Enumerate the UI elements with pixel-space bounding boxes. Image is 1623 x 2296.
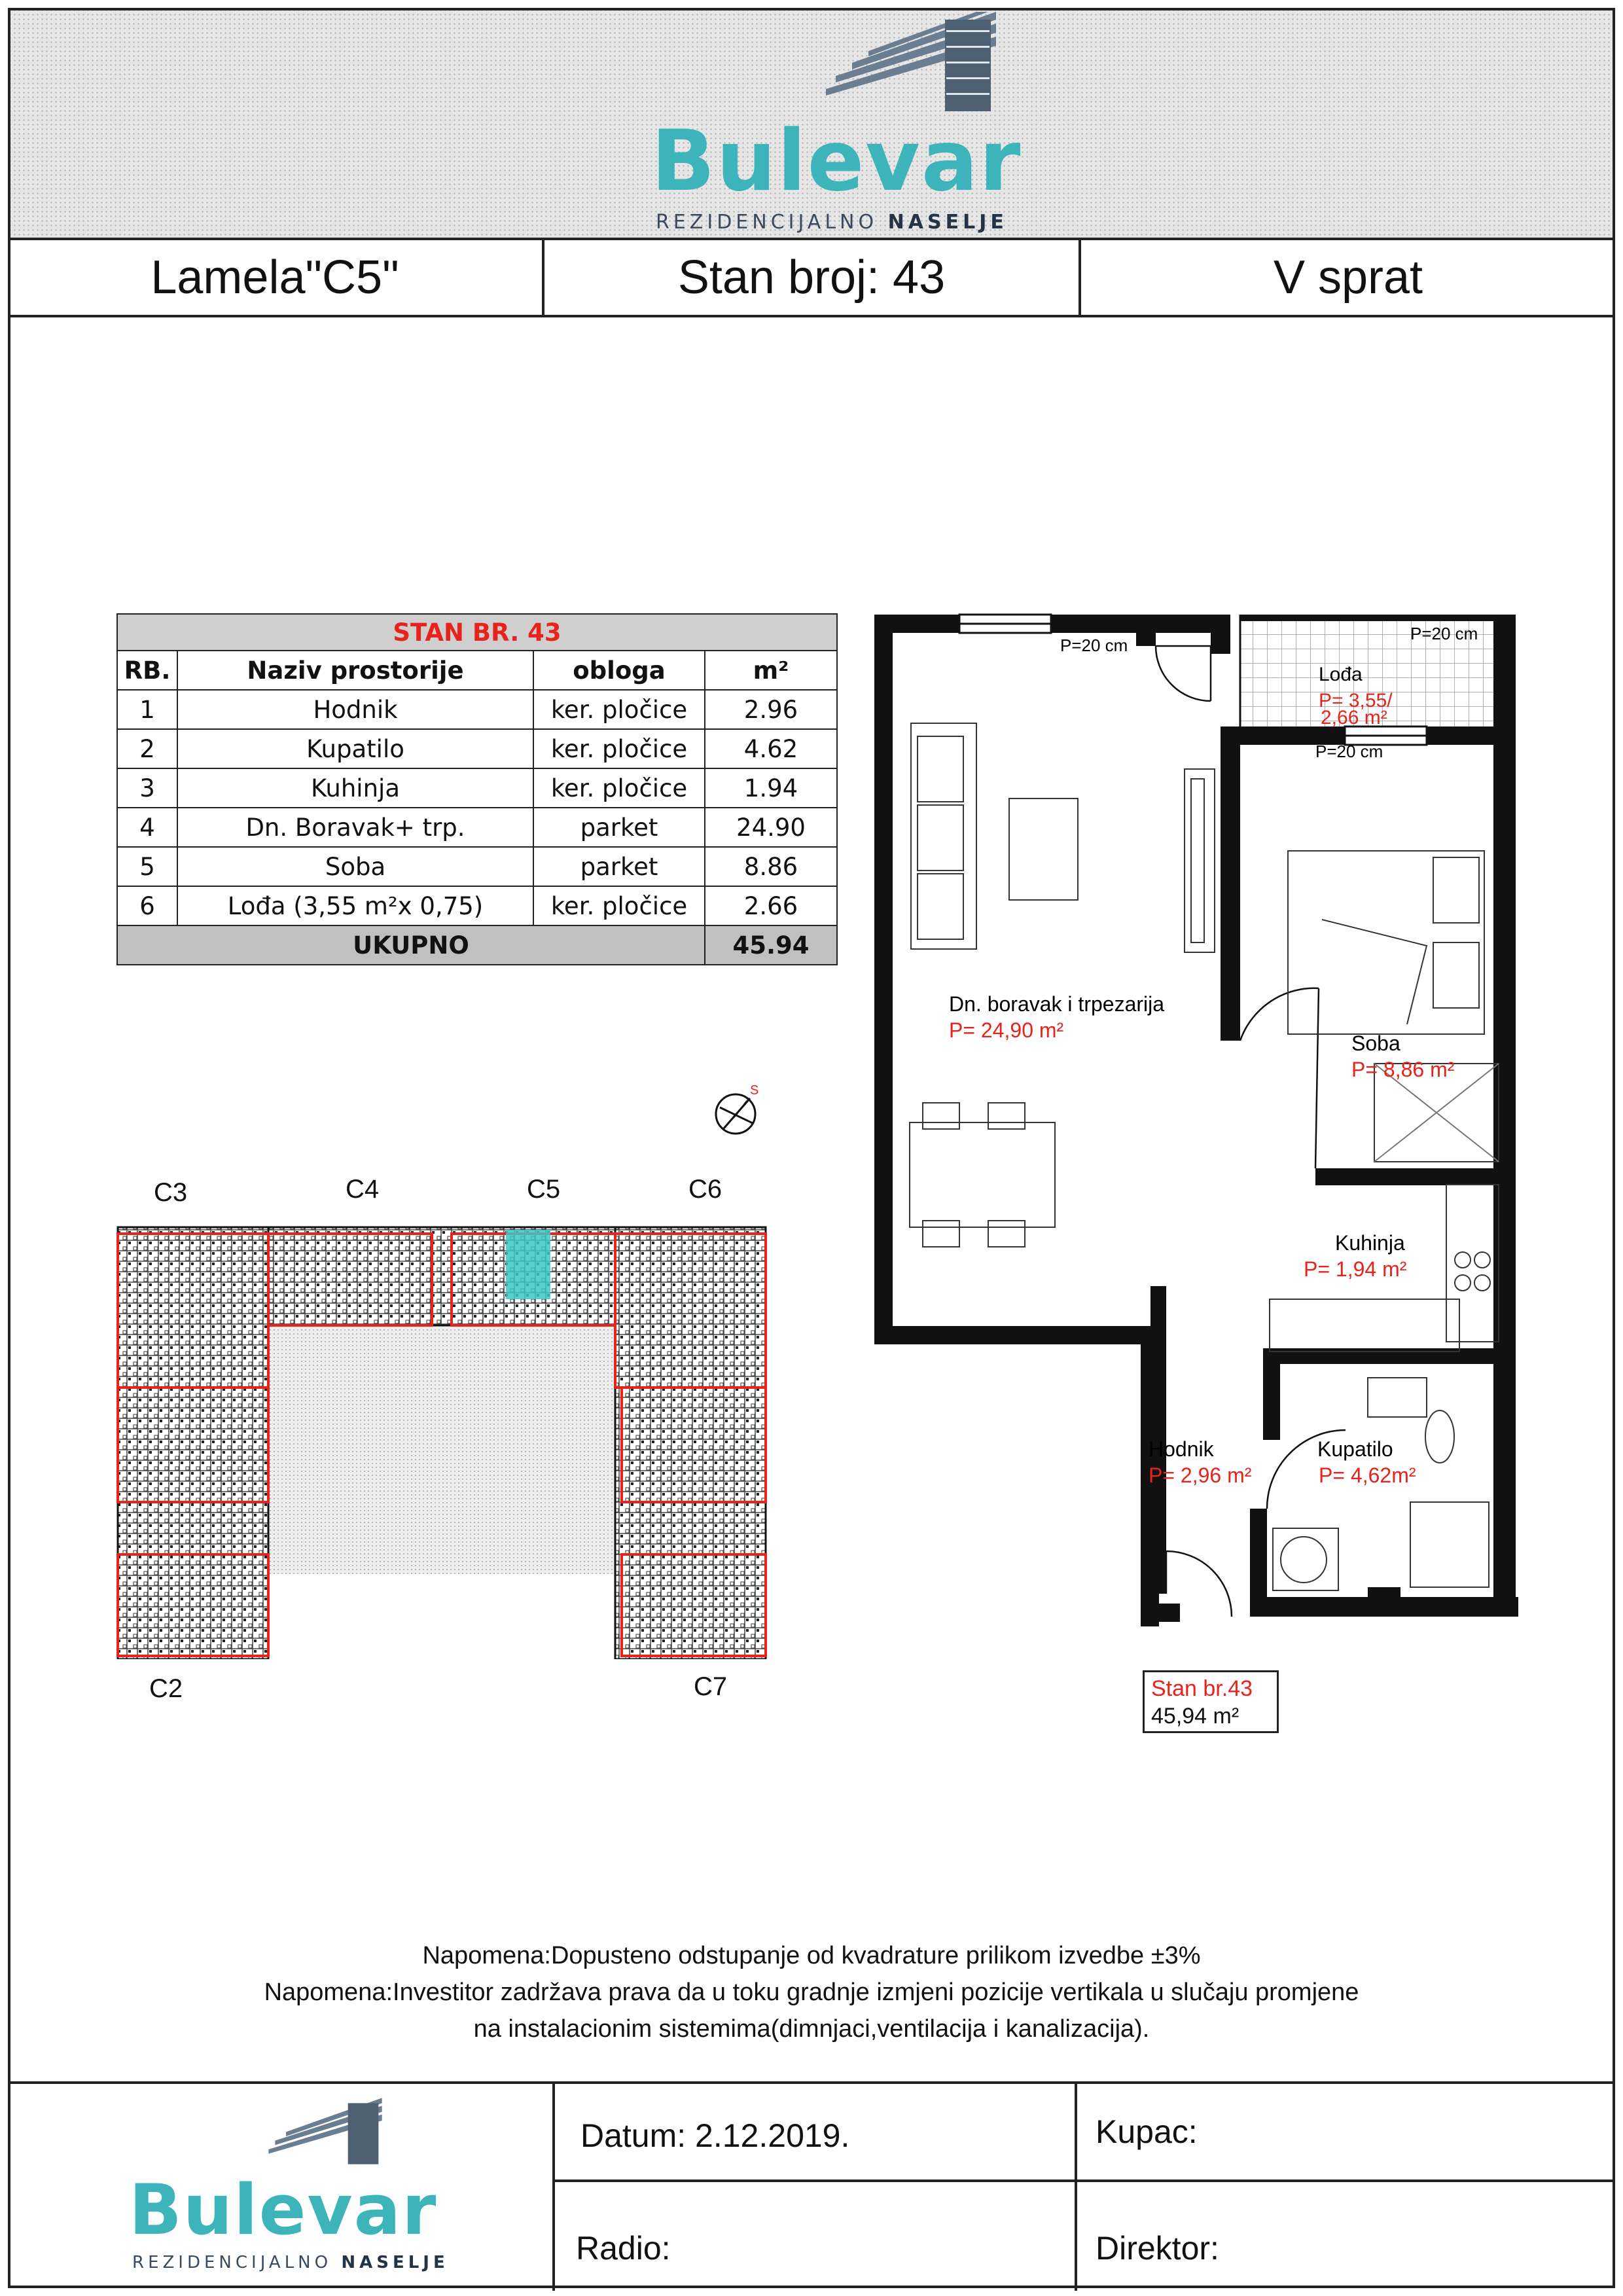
- stan-label: Stan br.43: [1151, 1676, 1253, 1701]
- soba-name: Soba: [1351, 1031, 1400, 1055]
- cell-obloga: ker. pločice: [533, 690, 705, 729]
- cell-m2: 24.90: [705, 808, 837, 847]
- info-sprat: V sprat: [1273, 251, 1423, 304]
- footer-divider-left: [552, 2084, 555, 2291]
- lodja-name: Lođa: [1319, 664, 1363, 685]
- cell-m2: 8.86: [705, 847, 837, 886]
- table-row: [117, 729, 837, 768]
- header-rb: RB.: [117, 651, 177, 690]
- footer-logo-subtitle: [132, 2253, 449, 2272]
- header-naziv: Naziv prostorije: [177, 651, 533, 690]
- cell-naziv: Kuhinja: [177, 768, 533, 808]
- note-1: Napomena:Dopusteno odstupanje od kvadrature prilikom izvedbe ±3%: [422, 1942, 1201, 1969]
- cell-m2: 1.94: [705, 768, 837, 808]
- kuhinja-area: P= 1,94 m²: [1304, 1257, 1407, 1281]
- footer-divider-mid: [555, 2179, 1615, 2182]
- total-label: UKUPNO: [117, 925, 705, 965]
- cell-rb: 4: [117, 808, 177, 847]
- footer-kupac: Kupac:: [1096, 2113, 1198, 2150]
- site-plan: [111, 1214, 798, 1659]
- cell-rb: 5: [117, 847, 177, 886]
- siteplan-label-c2: C2: [149, 1674, 183, 1703]
- lodja-area-1: P= 3,55/: [1319, 690, 1393, 711]
- cell-naziv: Lođa (3,55 m²x 0,75): [177, 886, 533, 925]
- lodja-area-2: 2,66 m²: [1321, 707, 1387, 728]
- siteplan-label-c4: C4: [346, 1175, 380, 1204]
- p20-label-a: P=20 cm: [1060, 636, 1128, 655]
- apartment-summary-box: [1143, 1670, 1279, 1733]
- footer-logo-wordmark: Bulevar: [129, 2170, 438, 2250]
- stan-area: 45,94 m²: [1151, 1704, 1240, 1729]
- info-stan: Stan broj: 43: [544, 240, 1081, 315]
- cell-rb: 3: [117, 768, 177, 808]
- notes: [0, 1937, 1623, 2047]
- cell-obloga: ker. pločice: [533, 768, 705, 808]
- cell-naziv: Soba: [177, 847, 533, 886]
- kuhinja-name: Kuhinja: [1335, 1231, 1405, 1255]
- siteplan-label-c7: C7: [694, 1672, 728, 1701]
- info-bar: [8, 240, 1615, 317]
- siteplan-label-c3: C3: [154, 1178, 188, 1207]
- cell-naziv: Kupatilo: [177, 729, 533, 768]
- cell-obloga: parket: [533, 808, 705, 847]
- rooms-table: [116, 613, 838, 965]
- kupatilo-name: Kupatilo: [1317, 1437, 1393, 1461]
- cell-naziv: Dn. Boravak+ trp.: [177, 808, 533, 847]
- p20-label-b: P=20 cm: [1410, 624, 1478, 643]
- soba-area: P= 8,86 m²: [1351, 1058, 1455, 1081]
- hodnik-area: P= 2,96 m²: [1149, 1463, 1252, 1487]
- footer-datum: Datum: 2.12.2019.: [580, 2117, 850, 2154]
- note-3: na instalacionim sistemima(dimnjaci,ventilacija i kanalizacija).: [473, 2015, 1150, 2043]
- cell-obloga: ker. pločice: [533, 886, 705, 925]
- siteplan-label-c5: C5: [527, 1175, 561, 1204]
- table-row: [117, 808, 837, 847]
- highlighted-apartment: [506, 1230, 550, 1299]
- kupatilo-area: P= 4,62m²: [1319, 1463, 1416, 1487]
- footer-divider-right: [1075, 2084, 1077, 2291]
- cell-rb: 1: [117, 690, 177, 729]
- table-row: [117, 690, 837, 729]
- table-title: STAN BR. 43: [117, 614, 837, 651]
- compass-icon: [708, 1080, 767, 1139]
- header-m2: m²: [705, 651, 837, 690]
- table-header-row: [117, 651, 837, 690]
- compass-s-label: S: [750, 1083, 759, 1098]
- footer-direktor: Direktor:: [1096, 2230, 1219, 2267]
- footer-radio: Radio:: [576, 2230, 671, 2267]
- cell-obloga: parket: [533, 847, 705, 886]
- siteplan-label-c6: C6: [688, 1175, 722, 1204]
- cell-rb: 2: [117, 729, 177, 768]
- header-obloga: obloga: [533, 651, 705, 690]
- cell-m2: 4.62: [705, 729, 837, 768]
- table-row: [117, 886, 837, 925]
- info-lamela: Lamela"C5": [8, 240, 544, 315]
- note-2: Napomena:Investitor zadržava prava da u toku gradnje izmjeni pozicije vertikala u slučaju promjene: [264, 1979, 1359, 2006]
- hodnik-name: Hodnik: [1149, 1437, 1214, 1461]
- p20-label-c: P=20 cm: [1315, 742, 1383, 761]
- logo-subtitle-light: REZIDENCIJALNO: [656, 211, 878, 234]
- cell-m2: 2.66: [705, 886, 837, 925]
- floor-plan: [864, 605, 1531, 1626]
- cell-m2: 2.96: [705, 690, 837, 729]
- cell-naziv: Hodnik: [177, 690, 533, 729]
- cell-rb: 6: [117, 886, 177, 925]
- logo-subtitle-bold: NASELJE: [887, 211, 1008, 234]
- total-value: 45.94: [705, 925, 837, 965]
- logo-wordmark: Bulevar: [651, 113, 1022, 210]
- table-row: [117, 768, 837, 808]
- table-row: [117, 847, 837, 886]
- boravak-area: P= 24,90 m²: [949, 1018, 1064, 1042]
- footer: [8, 2081, 1615, 2288]
- cell-obloga: ker. pločice: [533, 729, 705, 768]
- boravak-name: Dn. boravak i trpezarija: [949, 992, 1165, 1016]
- table-total-row: [117, 925, 837, 965]
- footer-logo-subtitle-bold: NASELJE: [341, 2253, 449, 2272]
- footer-building-logo-icon: [253, 2097, 384, 2176]
- footer-logo-subtitle-light: REZIDENCIJALNO: [132, 2253, 332, 2272]
